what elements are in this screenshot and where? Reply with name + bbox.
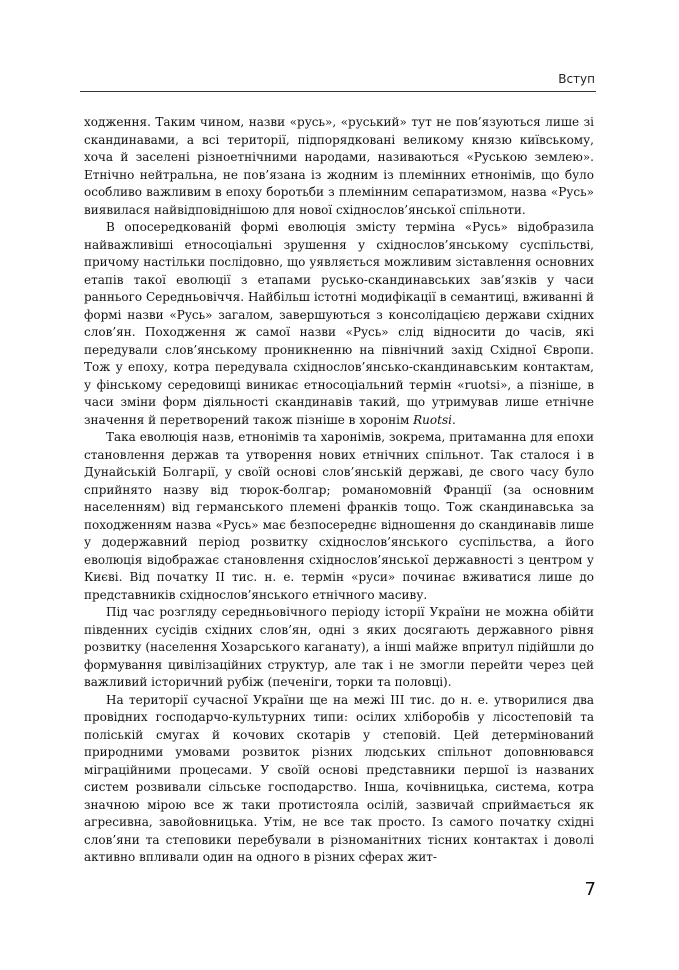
paragraph-3: Така еволюція назв, етнонімів та харонімів, зокрема, притаманна для епохи становлення держав та утворення нових етнічних спільнот. Так сталося і в Дунайській Болгарії, у своїй основі слов’янській державі, де свого часу було сприйнято назву від тюрок-болгар; романомовній Франції (за основним населенням) від германського племені франків тощо. Тож скандинавська за походженням назва «Русь» має безпосереднє відношення до скандинавів лише у додержавний період розвитку східнослов’янського суспільства, а його еволюція відображає становлення східнослов’янської державності з центром у Києві. Від початку ІІ тис. н. е. термін «руси» починає вживатися лише до представників східнослов’янського етнічного масиву. (84, 430, 594, 602)
paragraph-1: ходження. Таким чином, назви «русь», «руський» тут не пов’язуються лише зі скандинавами, а всі території, підпорядковані великому князю київському, хоча й заселені різноетнічними народами, називаються «Руською землею». Етнічно нейтральна, не пов’язана із жодним із племінних етнонімів, що було особливо важливим в епоху боротьби з племінним сепаратизмом, назва «Русь» виявилася найвідповіднішою для нової східнослов’янської спільноти. (84, 115, 594, 217)
paragraph-5: На території сучасної України ще на межі ІІІ тис. до н. е. утворилися два провідних господарчо-культурних типи: осілих хліборобів у лісостеповій та поліській смугах й кочових скотарів у степовій. Цей детермінований природними умовами розвиток різних людських спільнот доповнювався міграційними процесами. У своїй основі представники першої із названих систем розвивали сільське господарство. Інша, кочівницька, система, котра значною мірою все ж таки протистояла осілій, зазвичай сприймається як агресивна, завойовницька. Утім, не все так просто. Із самого початку східні слов’яни та степовики перебували в різноманітних тісних контактах і доволі активно впливали один на одного в різних сферах жит- (84, 692, 594, 864)
paragraph-2: В опосередкованій формі еволюція змісту терміна «Русь» відобразила найважливіші етносоціальні зрушення у східнослов’янському суспільстві, причому настільки послідовно, що уявляється можливим зіставлення основних етапів такої еволюції з етапами русько-скандинавських зав’язків у часи раннього Середньовіччя. Найбільш істотні модифікації в семантиці, вживанні й формі назви «Русь» загалом, завершуються з консолідацією держави східних слов’ян. Походження ж самої назви «Русь» слід відносити до часів, які передували слов’янському проникненню на північний захід Східної Європи. Тож у епоху, котра передувала східнослов’янсько-скандинавським контактам, у фінському середовищі виникає етносоціальний термін «ruotsi», а пізніше, в часи зміни форм діяльності скандинавів такий, що утримував лише етнічне значення й перетворений також пізніше в хоронім Ruotsi. (84, 220, 594, 427)
running-head: Вступ (558, 72, 595, 86)
body-text (84, 114, 594, 867)
page-number: 7 (584, 879, 596, 900)
paragraph-4: Під час розгляду середньовічного періоду історії України не можна обійти південних сусідів східних слов’ян, одні з яких досягають державного рівня розвитку (населення Хозарського каганату), а інші майже впритул підійшли до формування цивілізаційних структур, але так і не змогли перейти через цей важливий історичний рубіж (печеніги, торки та половці). (84, 605, 594, 689)
italic-term: Ruotsi (413, 412, 452, 427)
header-rule (80, 91, 596, 92)
